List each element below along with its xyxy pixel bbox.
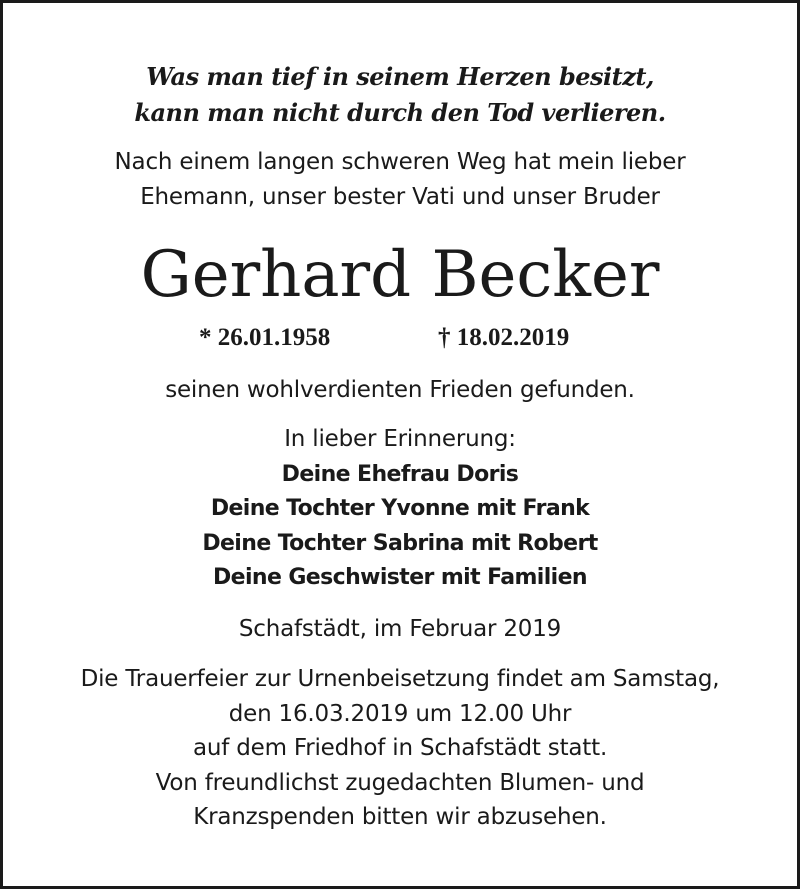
death-date: † 18.02.2019	[438, 324, 570, 351]
service-line-4: Von freundlichst zugedachten Blumen- und	[155, 770, 645, 796]
intro-line-2: Ehemann, unser bester Vati und unser Bruder	[140, 184, 660, 210]
place-and-date: Schafstädt, im Februar 2019	[238, 616, 562, 642]
motto-line-2: kann man nicht durch den Tod verlieren.	[134, 98, 666, 127]
mourner-line: Deine Geschwister mit Familien	[212, 565, 587, 590]
motto-line-1: Was man tief in seinem Herzen besitzt,	[146, 62, 654, 91]
remembrance-heading: In lieber Erinnerung:	[284, 426, 516, 452]
peace-statement: seinen wohlverdienten Frieden gefunden.	[165, 377, 635, 403]
mourner-line: Deine Tochter Yvonne mit Frank	[210, 496, 590, 521]
service-line-1: Die Trauerfeier zur Urnenbeisetzung findet am Samstag,	[80, 666, 720, 692]
birth-date: * 26.01.1958	[199, 324, 331, 351]
life-dates	[3, 325, 797, 355]
service-line-3: auf dem Friedhof in Schafstädt statt.	[192, 735, 608, 761]
deceased-name: Gerhard Becker	[140, 238, 660, 312]
service-line-5: Kranzspenden bitten wir abzusehen.	[193, 804, 607, 830]
service-line-2: den 16.03.2019 um 12.00 Uhr	[228, 701, 572, 727]
mourner-line: Deine Ehefrau Doris	[281, 462, 519, 487]
intro-line-1: Nach einem langen schweren Weg hat mein lieber	[114, 149, 686, 175]
mourner-line: Deine Tochter Sabrina mit Robert	[202, 531, 598, 556]
